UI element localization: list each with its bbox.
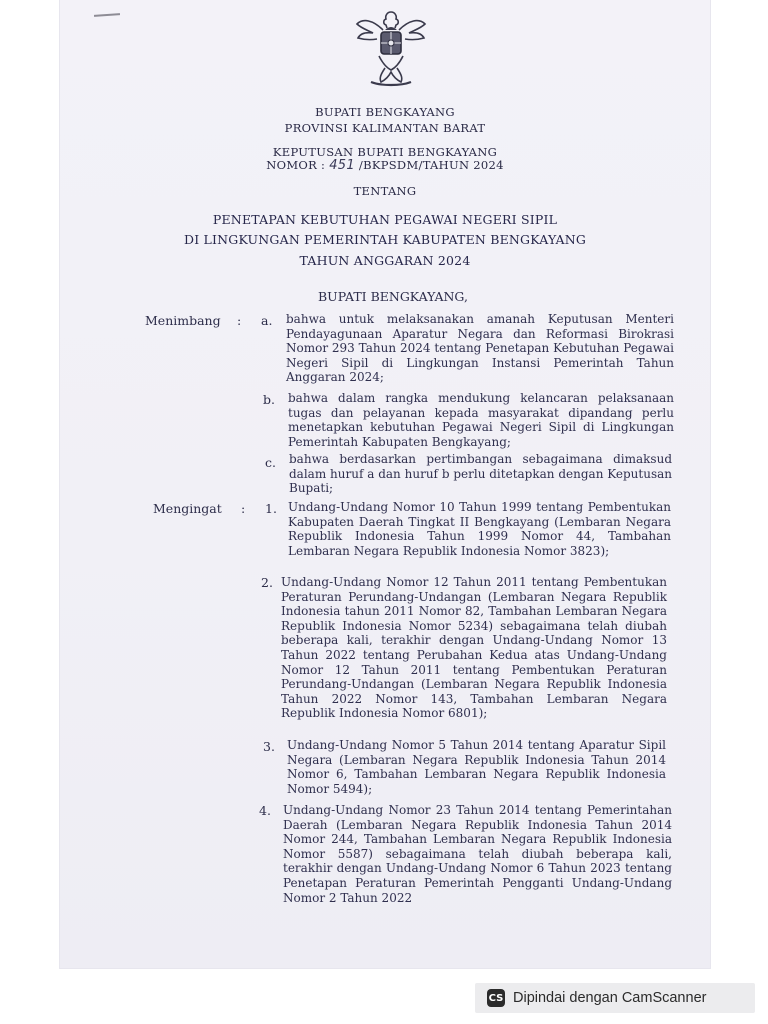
header-regent: BUPATI BENGKAYANG [315, 105, 455, 119]
menimbang-marker-a: a. [261, 313, 273, 328]
mengingat-marker-4: 4. [259, 803, 271, 818]
decree-number-prefix: NOMOR : [266, 158, 326, 172]
camscanner-logo-icon: CS [487, 989, 505, 1007]
menimbang-colon: : [237, 313, 242, 328]
decree-number-handwritten: 451 [329, 158, 355, 173]
header-province: PROVINSI KALIMANTAN BARAT [284, 121, 486, 135]
mengingat-marker-3: 3. [263, 739, 275, 754]
decree-number-suffix: /BKPSDM/TAHUN 2024 [358, 158, 504, 172]
mengingat-marker-1: 1. [265, 501, 277, 516]
mengingat-item-2: Undang-Undang Nomor 12 Tahun 2011 tentang Pembentukan Peraturan Perundang-Undangan (Lembaran Negara Republik Indonesia tahun 2011 Nomor 82, Tambahan Lembaran Negara Republik Indonesia Nomor 5234) sebagaimana telah diubah beberapa kali, terakhir dengan Undang-Undang Nomor 13 Tahun 2022 tentang Perubahan Kedua atas Undang-Undang Nomor 12 Tahun 2011 tentang Pembentukan Peraturan Perundang-Undangan (Lembaran Negara Republik Indonesia Tahun 2022 Nomor 143, Tambahan Lembaran Negara Republik Indonesia Nomor 6801); [281, 575, 667, 721]
document-page [60, 0, 710, 968]
garuda-emblem-icon [353, 6, 429, 90]
decree-number [60, 158, 710, 173]
menimbang-label: Menimbang [145, 313, 221, 328]
header-tentang: TENTANG [353, 184, 417, 198]
mengingat-item-4: Undang-Undang Nomor 23 Tahun 2014 tentang Pemerintahan Daerah (Lembaran Negara Republik Indonesia Tahun 2014 Nomor 244, Tambahan Lembaran Negara Republik Indonesia Nomor 5587) sebagaimana telah diubah beberapa kali, terakhir dengan Undang-Undang Nomor 6 Tahun 2023 tentang Penetapan Peraturan Pemerintah Pengganti Undang-Undang Nomor 2 Tahun 2022 [283, 803, 672, 905]
opening-statement: BUPATI BENGKAYANG, [318, 289, 468, 304]
menimbang-item-c: bahwa berdasarkan pertimbangan sebagaimana dimaksud dalam huruf a dan huruf b perlu ditetapkan dengan Keputusan Bupati; [289, 452, 672, 496]
title-line-2: DI LINGKUNGAN PEMERINTAH KABUPATEN BENGKAYANG [183, 232, 587, 247]
header-decree: KEPUTUSAN BUPATI BENGKAYANG [272, 145, 498, 159]
mengingat-label: Mengingat [153, 501, 222, 516]
mengingat-item-1: Undang-Undang Nomor 10 Tahun 1999 tentang Pembentukan Kabupaten Daerah Tingkat II Bengkayang (Lembaran Negara Republik Indonesia Tahun 1999 Nomor 44, Tambahan Lembaran Negara Republik Indonesia Nomor 3823); [288, 500, 671, 558]
camscanner-watermark [475, 983, 755, 1013]
mengingat-item-3: Undang-Undang Nomor 5 Tahun 2014 tentang Aparatur Sipil Negara (Lembaran Negara Republik Indonesia Tahun 2014 Nomor 6, Tambahan Lembaran Negara Republik Indonesia Nomor 5494); [287, 738, 666, 796]
title-line-3: TAHUN ANGGARAN 2024 [299, 253, 471, 268]
camscanner-text: Dipindai dengan CamScanner [513, 990, 707, 1006]
mengingat-marker-2: 2. [261, 575, 273, 590]
mengingat-colon: : [241, 501, 246, 516]
menimbang-marker-b: b. [263, 392, 275, 407]
title-line-1: PENETAPAN KEBUTUHAN PEGAWAI NEGERI SIPIL [212, 212, 558, 227]
pen-mark [94, 13, 120, 17]
menimbang-item-b: bahwa dalam rangka mendukung kelancaran pelaksanaan tugas dan pelayanan kepada masyarakat dipandang perlu menetapkan kebutuhan Pegawai Negeri Sipil di Lingkungan Pemerintah Kabupaten Bengkayang; [288, 391, 674, 449]
menimbang-marker-c: c. [265, 455, 276, 470]
menimbang-item-a: bahwa untuk melaksanakan amanah Keputusan Menteri Pendayagunaan Aparatur Negara dan Reformasi Birokrasi Nomor 293 Tahun 2024 tentang Penetapan Kebutuhan Pegawai Negeri Sipil di Lingkungan Instansi Pemerintah Tahun Anggaran 2024; [286, 312, 674, 385]
